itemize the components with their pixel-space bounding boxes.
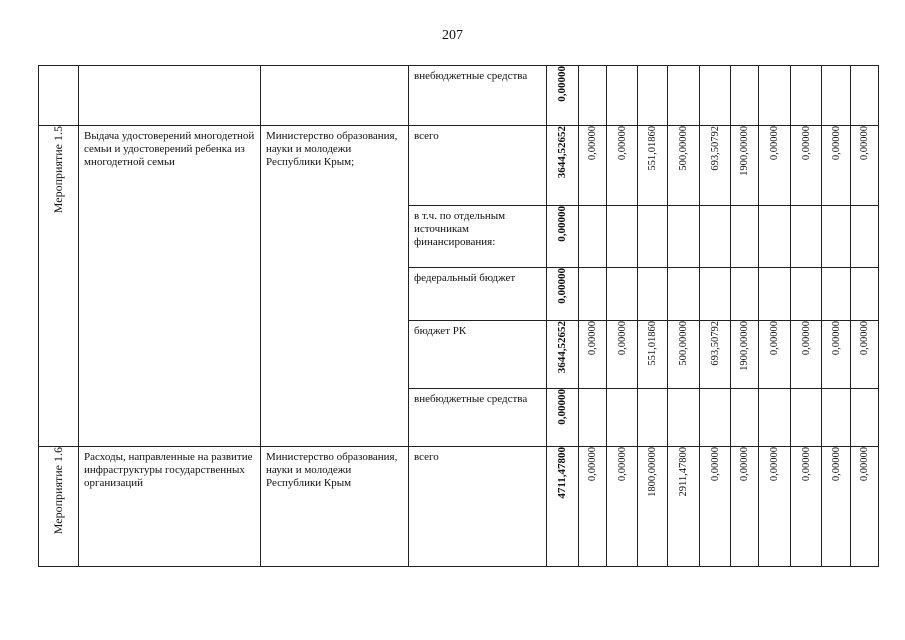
- year-value-cell: 0,00000: [822, 447, 851, 567]
- year-value-cell: 0,00000: [700, 447, 731, 567]
- year-value-cell: 0,00000: [579, 447, 607, 567]
- total-cell: 4711,47800: [547, 447, 579, 567]
- total-cell: 0,00000: [547, 206, 579, 268]
- source-cell: внебюджетные средства: [409, 66, 547, 126]
- year-value-cell: 0,00000: [822, 126, 851, 206]
- year-value-cell: 1800,00000: [638, 447, 668, 567]
- year-value-cell: 1900,00000: [731, 126, 759, 206]
- year-value-cell: 1900,00000: [731, 321, 759, 389]
- total-cell: 3644,52652: [547, 126, 579, 206]
- measure-label: Мероприятие 1.5: [51, 126, 65, 214]
- source-cell: внебюджетные средства: [409, 389, 547, 447]
- source-cell: федеральный бюджет: [409, 268, 547, 321]
- table-row: [39, 126, 879, 206]
- year-value-cell: 693,50792: [700, 126, 731, 206]
- year-value-cell: 2911,47800: [668, 447, 700, 567]
- year-value-cell: 0,00000: [791, 126, 822, 206]
- year-value-cell: 500,00000: [668, 321, 700, 389]
- source-cell: всего: [409, 126, 547, 206]
- year-value-cell: 0,00000: [579, 321, 607, 389]
- year-value-cell: 0,00000: [791, 321, 822, 389]
- budget-table: [38, 65, 879, 567]
- measure-label: Мероприятие 1.6: [51, 447, 65, 535]
- measure-label-cell: [39, 447, 79, 567]
- measure-executor: Министерство образования, науки и молодежи Республики Крым: [261, 447, 409, 567]
- year-value-cell: 551,01860: [638, 321, 668, 389]
- source-cell: всего: [409, 447, 547, 567]
- page-number: 207: [442, 28, 463, 43]
- year-value-cell: 0,00000: [759, 447, 791, 567]
- year-value-cell: 0,00000: [759, 321, 791, 389]
- year-value-cell: 0,00000: [851, 321, 879, 389]
- total-cell: 0,00000: [547, 389, 579, 447]
- year-value-cell: 0,00000: [791, 447, 822, 567]
- year-value-cell: 0,00000: [851, 447, 879, 567]
- measure-label-cell: [39, 126, 79, 447]
- total-cell: 0,00000: [547, 268, 579, 321]
- year-value-cell: 551,01860: [638, 126, 668, 206]
- total-cell: 3644,52652: [547, 321, 579, 389]
- measure-cell: [39, 66, 79, 126]
- year-value-cell: 0,00000: [579, 126, 607, 206]
- year-value-cell: 500,00000: [668, 126, 700, 206]
- year-value-cell: 0,00000: [851, 126, 879, 206]
- year-value-cell: 0,00000: [607, 321, 638, 389]
- total-cell: 0,00000: [547, 66, 579, 126]
- year-value-cell: 0,00000: [607, 447, 638, 567]
- table-row: [39, 447, 879, 567]
- measure-name: Расходы, направленные на развитие инфраструктуры государственных организаций: [79, 447, 261, 567]
- year-value-cell: 0,00000: [607, 126, 638, 206]
- source-cell: бюджет РК: [409, 321, 547, 389]
- year-value-cell: 0,00000: [822, 321, 851, 389]
- measure-executor: Министерство образования, науки и молодежи Республики Крым;: [261, 126, 409, 447]
- table-row: [39, 66, 879, 126]
- year-value-cell: 693,50792: [700, 321, 731, 389]
- year-value-cell: 0,00000: [759, 126, 791, 206]
- source-cell: в т.ч. по отдельным источникам финансирования:: [409, 206, 547, 268]
- measure-name: Выдача удостоверений многодетной семьи и удостоверений ребенка из многодетной семьи: [79, 126, 261, 447]
- name-cell: [79, 66, 261, 126]
- year-value-cell: 0,00000: [731, 447, 759, 567]
- executor-cell: [261, 66, 409, 126]
